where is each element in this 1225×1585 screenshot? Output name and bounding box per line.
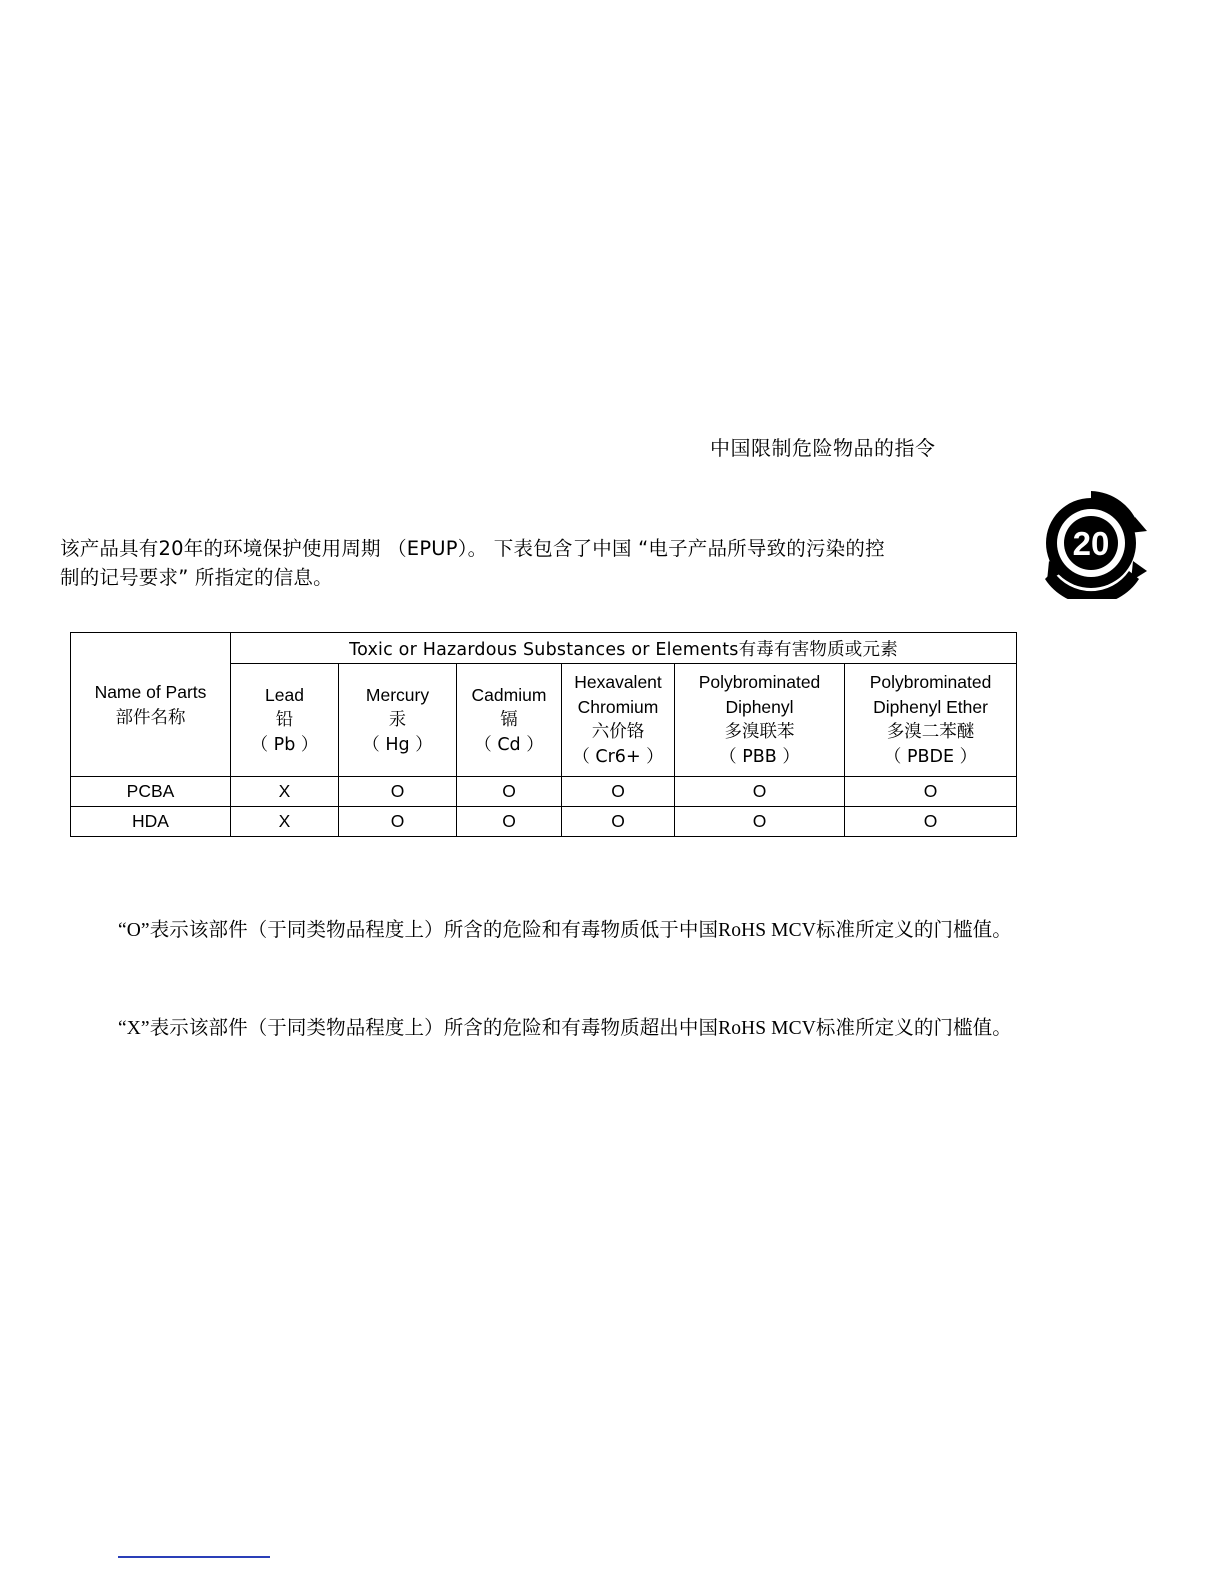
table-header-row-group (71, 633, 1017, 664)
row-name-hda: HDA (71, 807, 231, 837)
column-header-mercury-en: Mercury (365, 684, 430, 705)
column-header-hexchrom-en1: Hexavalent (574, 672, 662, 692)
table-corner-name-of-parts (71, 633, 231, 777)
page-title: 中国限制危险物品的指令 (710, 436, 936, 460)
column-header-pbde-cn: 多溴二苯醚 (886, 722, 975, 742)
cell-hda-cadmium: O (457, 807, 562, 837)
row-name-pcba: PCBA (71, 777, 231, 807)
cell-pcba-cadmium: O (457, 777, 562, 807)
epup-logo-value: 20 (1072, 525, 1110, 562)
column-header-pbde (845, 664, 1017, 777)
column-header-lead (231, 664, 339, 777)
column-header-pbde-en2: Diphenyl Ether (873, 697, 988, 717)
hazardous-substances-table (70, 632, 1017, 837)
footnote-o: “O”表示该部件（于同类物品程度上）所含的危险和有毒物质低于中国RoHS MCV标准所定义的门槛值。 (118, 920, 1012, 941)
column-header-cadmium-symbol: （ Cd ） (474, 734, 544, 755)
cell-pcba-mercury: O (339, 777, 457, 807)
column-header-pbb-en2: Diphenyl (725, 697, 794, 717)
column-header-mercury (339, 664, 457, 777)
epup-paragraph-line-1: 该产品具有20年的环境保护使用周期 （EPUP）。 下表包含了中国 “电子产品所导致的污染的控 (60, 537, 885, 560)
table-row (71, 777, 1017, 807)
name-of-parts-en: Name of Parts (94, 681, 207, 702)
column-header-lead-cn: 铅 (275, 709, 294, 730)
epup-20-year-logo-icon (1035, 487, 1147, 599)
footnote-x: “X”表示该部件（于同类物品程度上）所含的危险和有毒物质超出中国RoHS MCV标准所定义的门槛值。 (118, 1018, 1012, 1039)
epup-paragraph-line-2: 制的记号要求” 所指定的信息。 (60, 566, 333, 589)
name-of-parts-cn: 部件名称 (115, 707, 186, 728)
cell-hda-hexchrom: O (562, 807, 675, 837)
bottom-link-rule (118, 1556, 270, 1558)
column-header-hexchrom-symbol: （ Cr6+ ） (572, 747, 664, 767)
column-header-cadmium-en: Cadmium (471, 684, 547, 705)
column-header-pbde-symbol: （ PBDE ） (883, 747, 978, 767)
column-header-hexchrom-en2: Chromium (577, 697, 659, 717)
table-row (71, 807, 1017, 837)
column-header-pbde-en1: Polybrominated (869, 672, 992, 692)
cell-hda-pbb: O (675, 807, 845, 837)
cell-hda-lead: X (231, 807, 339, 837)
cell-pcba-pbde: O (845, 777, 1017, 807)
cell-hda-mercury: O (339, 807, 457, 837)
column-header-hexchrom-cn: 六价铬 (591, 722, 645, 742)
cell-hda-pbde: O (845, 807, 1017, 837)
column-header-lead-symbol: （ Pb ） (250, 734, 319, 755)
column-header-cadmium (457, 664, 562, 777)
cell-pcba-pbb: O (675, 777, 845, 807)
cell-pcba-lead: X (231, 777, 339, 807)
column-header-lead-en: Lead (265, 684, 304, 705)
column-header-pbb (675, 664, 845, 777)
column-header-pbb-cn: 多溴联苯 (724, 722, 795, 742)
table-group-header: Toxic or Hazardous Substances or Elements有毒有害物质或元素 (231, 633, 1017, 664)
epup-paragraph (60, 534, 940, 592)
column-header-mercury-cn: 汞 (388, 709, 407, 730)
column-header-hexavalent-chromium (562, 664, 675, 777)
column-header-cadmium-cn: 镉 (500, 709, 518, 730)
column-header-mercury-symbol: （ Hg ） (362, 734, 433, 755)
column-header-pbb-symbol: （ PBB ） (719, 747, 800, 767)
column-header-pbb-en1: Polybrominated (698, 672, 821, 692)
cell-pcba-hexchrom: O (562, 777, 675, 807)
